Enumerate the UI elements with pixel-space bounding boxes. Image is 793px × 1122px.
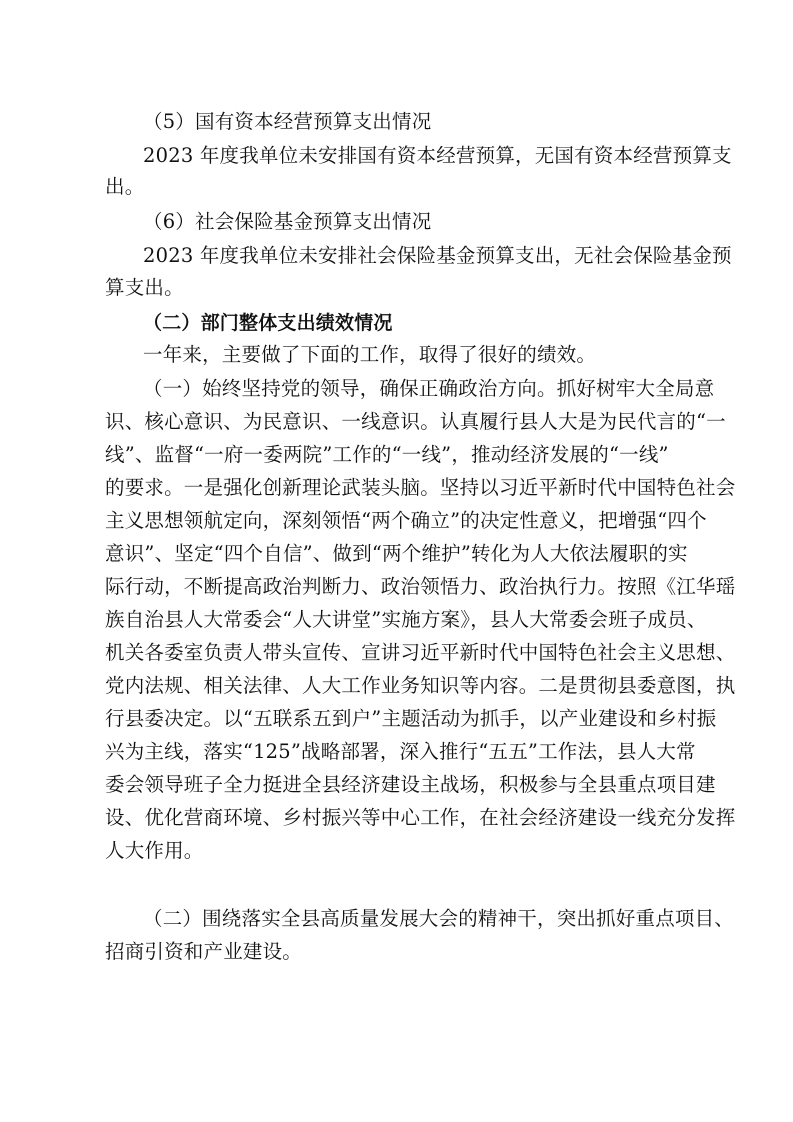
paragraph-line: 意识”、坚定“四个自信”、做到“两个维护”转化为人大依法履职的实 (105, 542, 688, 565)
paragraph-line: （一）始终坚持党的领导，确保正确政治方向。抓好树牢大全局意 (143, 377, 715, 400)
paragraph-line: 兴为主线，落实“125”战略部署，深入推行“五五”工作法，县人大常 (105, 740, 696, 763)
paragraph-line: 际行动，不断提高政治判断力、政治领悟力、政治执行力。按照《江华瑶 (105, 575, 736, 598)
paragraph-line: 线”、监督“一府一委两院”工作的“一线”，推动经济发展的“一线” (105, 443, 669, 466)
paragraph-line: 委会领导班子全力挺进全县经济建设主战场，积极参与全县重点项目建 (105, 773, 716, 796)
paragraph-line: 算支出。 (105, 276, 184, 299)
paragraph-line: 识、核心意识、为民意识、一线意识。认真履行县人大是为民代言的“一 (105, 410, 726, 433)
subheading-state-capital: （5）国有资本经营预算支出情况 (143, 110, 432, 133)
section-heading: （二）部门整体支出绩效情况 (143, 312, 393, 334)
paragraph-line: 行县委决定。以“五联系五到户”主题活动为抓手，以产业建设和乡村振 (105, 707, 717, 730)
paragraph-line: 主义思想领航定向，深刻领悟“两个确立”的决定性意义，把增强“四个 (105, 509, 707, 532)
paragraph-line: 族自治县人大常委会“人大讲堂”实施方案》，县人大常委会班子成员、 (105, 608, 707, 631)
paragraph-line: 一年来，主要做了下面的工作，取得了很好的绩效。 (143, 343, 597, 366)
paragraph-line: 机关各委室负责人带头宣传、宣讲习近平新时代中国特色社会主义思想、 (105, 641, 736, 664)
paragraph-line: （二）围绕落实全县高质量发展大会的精神干，突出抓好重点项目、 (143, 907, 735, 930)
paragraph-line: 招商引资和产业建设。 (105, 940, 303, 963)
paragraph-line: 2023 年度我单位未安排国有资本经营预算，无国有资本经营预算支 (143, 144, 732, 167)
paragraph-line: 人大作用。 (105, 839, 204, 862)
paragraph-line: 设、优化营商环境、乡村振兴等中心工作，在社会经济建设一线充分发挥 (105, 806, 736, 829)
paragraph-line: 出。 (105, 175, 145, 198)
subheading-social-insurance: （6）社会保险基金预算支出情况 (143, 210, 432, 233)
paragraph-line: 的要求。一是强化创新理论武装头脑。坚持以习近平新时代中国特色社会 (105, 476, 736, 499)
paragraph-line: 2023 年度我单位未安排社会保险基金预算支出，无社会保险基金预 (143, 244, 732, 267)
paragraph-line: 党内法规、相关法律、人大工作业务知识等内容。二是贯彻县委意图，执 (105, 674, 736, 697)
